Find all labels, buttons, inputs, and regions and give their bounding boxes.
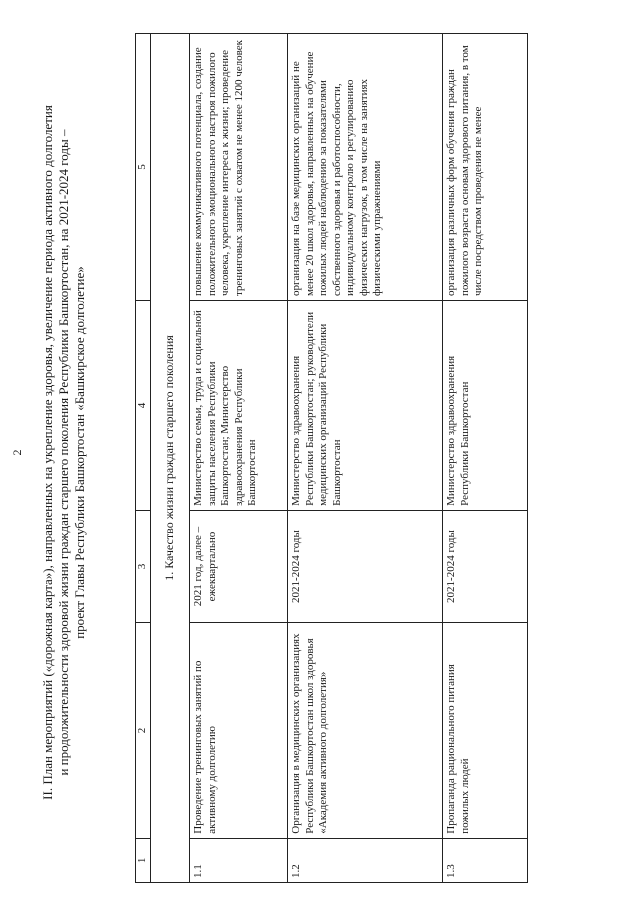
table-row <box>443 34 528 883</box>
column-number: 1 <box>136 838 151 882</box>
heading-line-3: проект Главы Республики Башкортостан «Башкирское долголетие» <box>72 266 87 639</box>
expected-result: организация на базе медицинских организаций не менее 20 школ здоровья, направленных на обучение пожилых людей наблюдению за показателями собственного здоровья и работоспособности, индивидуальному контролю и регулированию физических нагрузок, в том числе на занятиях физическими упражнениями <box>288 34 443 301</box>
document-heading <box>40 30 88 875</box>
section-row <box>151 34 190 883</box>
event-name: Проведение тренинговых занятий по активному долголетию <box>190 623 288 839</box>
column-number-row <box>136 34 151 883</box>
event-name: Пропаганда рационального питания пожилых людей <box>443 623 528 839</box>
section-title: 1. Качество жизни граждан старшего поколения <box>151 34 190 883</box>
executors: Министерство здравоохранения Республики Башкортостан; руководители медицинских организаций Республики Башкортостан <box>288 301 443 511</box>
row-number: 1.3 <box>443 838 528 882</box>
column-number: 3 <box>136 510 151 622</box>
period: 2021-2024 годы <box>443 510 528 622</box>
column-number: 2 <box>136 623 151 839</box>
executors: Министерство семьи, труда и социальной защиты населения Республики Башкортостан; Министерство здравоохранения Республики Башкортостан <box>190 301 288 511</box>
period: 2021 год, далее – ежеквартально <box>190 510 288 622</box>
executors: Министерство здравоохранения Республики Башкортостан <box>443 301 528 511</box>
table-row <box>190 34 288 883</box>
row-number: 1.1 <box>190 838 288 882</box>
roadmap-table <box>135 33 528 883</box>
column-number: 5 <box>136 34 151 301</box>
event-name: Организация в медицинских организациях Республики Башкортостан школ здоровья «Академия активного долголетия» <box>288 623 443 839</box>
expected-result: организация различных форм обучения граждан пожилого возраста основам здорового питания, в том числе посредством проведения не менее <box>443 34 528 301</box>
row-number: 1.2 <box>288 838 443 882</box>
period: 2021-2024 годы <box>288 510 443 622</box>
heading-line-2: и продолжительности здоровой жизни граждан старшего поколения Республики Башкортостан, на 2021-2024 годы – <box>56 129 71 776</box>
expected-result: повышение коммуникативного потенциала, создание положительного эмоционального настроя пожилого человека, укрепление интереса к жизни; проведение тренинговых занятий с охватом не менее 1200 человек <box>190 34 288 301</box>
page-number: 2 <box>10 449 24 456</box>
heading-line-1: II. План мероприятий («дорожная карта»), направленных на укрепление здоровья, увеличение периода активного долголетия <box>40 105 55 800</box>
column-number: 4 <box>136 301 151 511</box>
table-row <box>288 34 443 883</box>
